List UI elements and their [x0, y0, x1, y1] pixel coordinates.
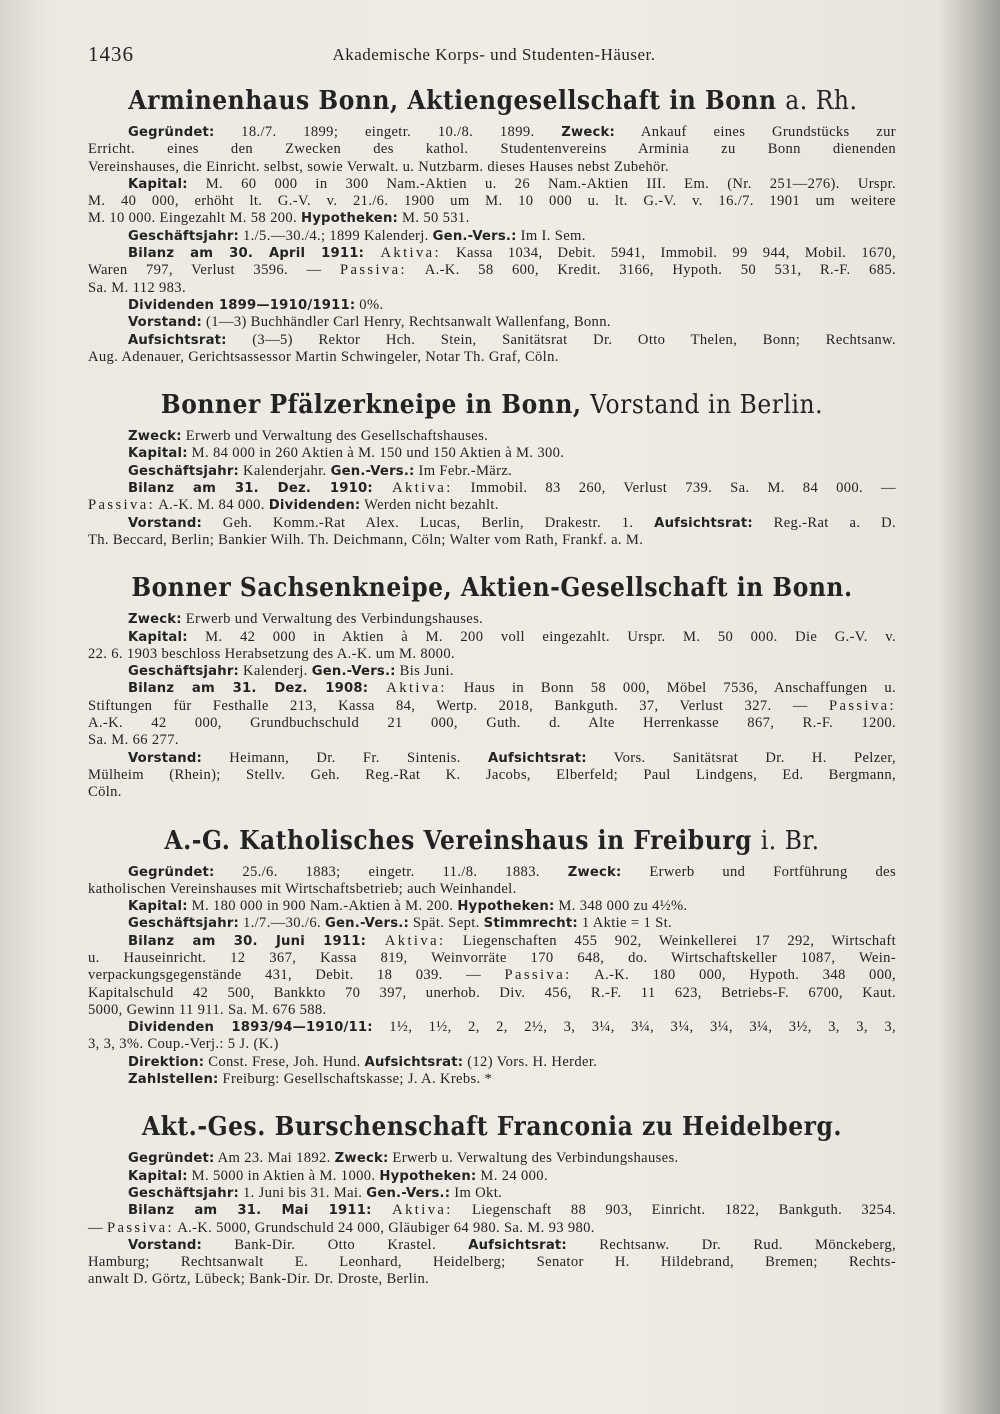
text-line	[88, 629, 896, 646]
balance-label: Aktiva:	[364, 245, 442, 262]
field-text: A.-K. 42 000, Grundbuchschuld 21 000, Guth. d. Alte Herrenkasse 867, R.-F. 1200.	[88, 715, 896, 732]
field-label: Zweck:	[334, 1151, 389, 1167]
field-text: Werden nicht bezahlt.	[360, 497, 499, 514]
field-text: Heimann, Dr. Fr. Sintenis.	[202, 749, 489, 766]
field-text: Erwerb und Verwaltung des Gesellschaftshauses.	[181, 428, 489, 445]
balance-label: Aktiva:	[368, 680, 447, 697]
text-line	[88, 1150, 896, 1167]
field-label: Geschäftsjahr:	[128, 1185, 239, 1201]
balance-label: Aktiva:	[371, 1202, 453, 1219]
field-text: A.-K. 5000, Grundschuld 24 000, Gläubiger 64 980. Sa. M. 93 980.	[174, 1219, 595, 1236]
text-line	[88, 985, 896, 1002]
field-text: —	[88, 1219, 107, 1236]
field-text: u. Hauseinricht. 12 367, Kassa 819, Weinvorräte 170 648, do. Wirtschaftskeller 1087, Wein-	[88, 949, 896, 966]
text-line	[88, 1168, 896, 1185]
entry-title	[128, 824, 855, 858]
field-text: Im Febr.-März.	[414, 462, 513, 479]
entry-title-main: Akt.-Ges. Burschenschaft Franconia zu Heidelberg.	[141, 1112, 843, 1143]
text-line	[88, 463, 896, 480]
field-text: Vereinshauses, die Einricht. selbst, sowie Verwalt. u. Nutzbarm. dieses Hauses nebst Zubehör.	[88, 158, 670, 175]
field-text: Kapitalschuld 42 500, Bankkto 70 397, unerhob. Div. 456, R.-F. 11 623, Betriebs-F. 6700, Kaut.	[88, 984, 896, 1001]
field-label: Vorstand:	[128, 1237, 203, 1253]
field-text: Bis Juni.	[395, 663, 454, 680]
text-line	[88, 898, 896, 915]
field-text: 25./6. 1883; eingetr. 11./8. 1883.	[214, 863, 568, 880]
field-text: Freiburg: Gesellschaftskasse; J. A. Krebs. *	[218, 1071, 493, 1088]
field-text: Kalenderjahr.	[239, 462, 331, 479]
field-text: 18./7. 1899; eingetr. 10./8. 1899.	[214, 124, 562, 140]
text-line	[88, 332, 896, 349]
text-line	[88, 1254, 896, 1271]
field-text: Immobil. 83 260, Verlust 739. Sa. M. 84 000. —	[452, 480, 896, 497]
field-text: Im I. Sem.	[516, 227, 586, 244]
field-label: Dividenden:	[268, 498, 361, 514]
field-text: Haus in Bonn 58 000, Möbel 7536, Anschaffungen u.	[446, 680, 896, 697]
text-line	[88, 611, 896, 628]
field-label: Aufsichtsrat:	[128, 332, 227, 348]
text-line	[88, 915, 896, 932]
text-line	[88, 480, 896, 497]
field-label: Zweck:	[567, 864, 622, 880]
balance-label: Aktiva:	[372, 480, 453, 497]
text-line	[88, 445, 896, 462]
text-line	[88, 1220, 896, 1237]
field-label: Gen.-Vers.:	[324, 916, 409, 932]
field-text: M. 42 000 in Aktien à M. 200 voll eingezahlt. Urspr. M. 50 000. Die G.-V. v.	[187, 628, 896, 645]
entry-title	[128, 571, 855, 605]
entry-title-main: Bonner Pfälzerkneipe in Bonn,	[160, 390, 582, 421]
entry-title	[128, 388, 855, 422]
text-line	[88, 176, 896, 193]
company-entry	[88, 824, 896, 1089]
field-label: Stimmrecht:	[483, 916, 578, 932]
balance-label: Passiva:	[106, 1219, 174, 1236]
field-label: Gegründet:	[128, 864, 215, 880]
field-label: Gen.-Vers.:	[366, 1185, 451, 1201]
field-label: Bilanz am 30. April 1911:	[128, 246, 365, 262]
text-line	[88, 532, 896, 549]
text-line	[88, 1185, 896, 1202]
field-label: Gegründet:	[128, 125, 215, 140]
field-text: Ankauf eines Grundstücks zur	[614, 124, 896, 140]
entry-title-main: Arminenhaus Bonn, Aktiengesellschaft in Bonn	[128, 86, 777, 116]
field-text: Kalenderj.	[239, 663, 312, 680]
field-text: Sa. M. 112 983.	[88, 279, 186, 296]
text-line	[88, 864, 896, 881]
page-gutter-shadow	[938, 0, 1000, 1414]
balance-label: Passiva:	[88, 497, 156, 514]
text-line	[88, 245, 896, 262]
field-text: Waren 797, Verlust 3596. —	[88, 262, 340, 279]
text-line	[88, 950, 896, 967]
field-text: 1 Aktie = 1 St.	[577, 915, 672, 932]
field-text: 1. Juni bis 31. Mai.	[239, 1184, 367, 1201]
text-line	[88, 262, 896, 279]
text-line	[88, 881, 896, 898]
text-line	[88, 967, 896, 984]
text-line	[88, 698, 896, 715]
field-text: 1½, 1½, 2, 2, 2½, 3, 3¼, 3¼, 3¼, 3¼, 3¼, 3½, 3, 3, 3,	[372, 1019, 896, 1036]
company-entry	[88, 571, 896, 801]
text-line	[88, 193, 896, 210]
field-label: Gen.-Vers.:	[330, 463, 415, 479]
field-text: Rechtsanw. Dr. Rud. Mönckeberg,	[566, 1236, 896, 1253]
field-label: Geschäftsjahr:	[128, 916, 239, 932]
running-title: Akademische Korps- und Studenten-Häuser.	[332, 45, 656, 64]
field-text: M. 24 000.	[476, 1167, 548, 1184]
field-text: (1—3) Buchhändler Carl Henry, Rechtsanwalt Wallenfang, Bonn.	[202, 314, 611, 331]
field-text: M. 50 531.	[398, 210, 470, 227]
field-text: Th. Beccard, Berlin; Bankier Wilh. Th. Deichmann, Cöln; Walter vom Rath, Frankf. a. M.	[88, 531, 644, 548]
field-text: M. 348 000 zu 4½%.	[554, 898, 688, 915]
field-label: Gegründet:	[128, 1151, 215, 1167]
field-text: Sa. M. 66 277.	[88, 732, 179, 749]
field-label: Kapital:	[128, 176, 188, 192]
text-line	[88, 297, 896, 314]
text-line	[88, 314, 896, 331]
text-line	[88, 280, 896, 297]
field-text: A.-K. 180 000, Hypoth. 348 000,	[571, 967, 896, 984]
field-text: M. 40 000, erhöht lt. G.-V. v. 21./6. 1900 um M. 10 000 u. lt. G.-V. v. 16./7. 1901 um weitere	[88, 193, 896, 210]
running-header	[88, 40, 900, 70]
field-label: Bilanz am 31. Dez. 1908:	[128, 681, 369, 697]
balance-label: Passiva:	[828, 697, 896, 714]
field-text: 0%.	[355, 296, 384, 313]
entry-title-main: A.-G. Katholisches Vereinshaus in Freiburg	[164, 825, 753, 856]
field-text: 1./5.—30./4.; 1899 Kalenderj.	[239, 227, 433, 244]
field-label: Hypotheken:	[457, 899, 555, 915]
page-content	[88, 84, 896, 1311]
field-text: A.-K. M. 84 000.	[155, 497, 269, 514]
field-text: 1./7.—30./6.	[239, 915, 325, 932]
field-label: Gen.-Vers.:	[432, 228, 517, 244]
text-line	[88, 663, 896, 680]
field-label: Kapital:	[128, 899, 188, 915]
entry-title	[128, 84, 858, 118]
field-text: Am 23. Mai 1892.	[214, 1150, 335, 1167]
field-label: Vorstand:	[128, 515, 203, 531]
text-line	[88, 732, 896, 749]
text-line	[88, 1237, 896, 1254]
entry-title-suffix: a. Rh.	[785, 86, 858, 116]
field-label: Bilanz am 31. Dez. 1910:	[128, 481, 373, 497]
field-text: Im Okt.	[450, 1184, 503, 1201]
field-text: Liegenschaften 455 902, Weinkellerei 17 292, Wirtschaft	[445, 932, 896, 949]
field-text: Hamburg; Rechtsanwalt E. Leonhard, Heidelberg; Senator H. Hildebrand, Bremen; Rechts-	[88, 1254, 896, 1271]
field-text: Geh. Komm.-Rat Alex. Lucas, Berlin, Drakestr. 1.	[202, 514, 655, 531]
text-line	[88, 228, 896, 245]
entry-title-main: Bonner Sachsenkneipe, Aktien-Gesellschaft in Bonn.	[131, 573, 853, 604]
field-label: Geschäftsjahr:	[128, 228, 239, 244]
field-label: Vorstand:	[128, 750, 203, 766]
field-label: Gen.-Vers.:	[311, 664, 396, 680]
field-text: Erwerb und Verwaltung des Verbindungshauses.	[181, 611, 484, 628]
field-text: M. 5000 in Aktien à M. 1000.	[187, 1167, 380, 1184]
field-text: Cöln.	[88, 784, 122, 801]
field-label: Kapital:	[128, 446, 188, 462]
text-line	[88, 933, 896, 950]
field-text: Spät. Sept.	[408, 915, 484, 932]
text-line	[88, 210, 896, 227]
company-entry	[88, 1110, 896, 1288]
field-text: Erricht. eines den Zwecken des kathol. Studentenvereins Arminia zu Bonn dienenden	[88, 141, 896, 158]
text-line	[88, 646, 896, 663]
text-line	[88, 428, 896, 445]
field-label: Aufsichtsrat:	[654, 515, 753, 531]
field-text: Erwerb und Fortführung des	[621, 863, 896, 880]
field-text: 3, 3, 3%. Coup.-Verj.: 5 J. (K.)	[88, 1036, 279, 1053]
field-text: 22. 6. 1903 beschloss Herabsetzung des A.-K. um M. 8000.	[88, 645, 455, 662]
field-label: Geschäftsjahr:	[128, 664, 239, 680]
text-line	[88, 1019, 896, 1036]
field-text: katholischen Vereinshauses mit Wirtschaftsbetrieb; auch Weinhandel.	[88, 880, 517, 897]
field-text: 5000, Gewinn 11 911. Sa. M. 676 588.	[88, 1001, 327, 1018]
field-label: Bilanz am 31. Mai 1911:	[128, 1203, 372, 1219]
field-text: anwalt D. Görtz, Lübeck; Bank-Dir. Dr. Droste, Berlin.	[88, 1271, 430, 1288]
text-line	[88, 1202, 896, 1219]
field-text: M. 60 000 in 300 Nam.-Aktien u. 26 Nam.-Aktien III. Em. (Nr. 251—276). Urspr.	[187, 175, 896, 192]
field-label: Geschäftsjahr:	[128, 463, 239, 479]
field-text: M. 84 000 in 260 Aktien à M. 150 und 150 Aktien à M. 300.	[187, 445, 565, 462]
field-label: Dividenden 1899—1910/1911:	[128, 297, 356, 313]
field-label: Zweck:	[128, 612, 182, 628]
field-label: Aufsichtsrat:	[364, 1054, 464, 1070]
field-text: verpackungsgegenstände 431, Debit. 18 039. —	[88, 967, 505, 984]
text-line	[88, 1002, 896, 1019]
company-entry	[88, 388, 896, 549]
field-label: Zahlstellen:	[128, 1072, 219, 1088]
field-text: M. 10 000. Eingezahlt M. 58 200.	[88, 210, 302, 227]
field-label: Hypotheken:	[379, 1168, 477, 1184]
company-entry	[88, 84, 896, 366]
field-text: Kassa 1034, Debit. 5941, Immobil. 99 944, Mobil. 1670,	[441, 245, 896, 262]
field-text: Const. Frese, Joh. Hund.	[204, 1053, 365, 1070]
text-line	[88, 715, 896, 732]
text-line	[88, 784, 896, 801]
text-line	[88, 349, 896, 366]
field-label: Direktion:	[128, 1054, 205, 1070]
entry-title	[128, 1110, 855, 1144]
field-text: (3—5) Rektor Hch. Stein, Sanitätsrat Dr. Otto Thelen, Bonn; Rechtsanw.	[226, 331, 896, 348]
field-label: Aufsichtsrat:	[468, 1237, 567, 1253]
field-text: A.-K. 58 600, Kredit. 3166, Hypoth. 50 531, R.-F. 685.	[407, 262, 896, 279]
field-label: Kapital:	[128, 629, 188, 645]
text-line	[88, 159, 896, 176]
entry-title-suffix: i. Br.	[760, 825, 820, 856]
text-line	[88, 1054, 896, 1071]
field-label: Dividenden 1893/94—1910/11:	[128, 1020, 373, 1036]
text-line	[88, 141, 896, 158]
field-text: (12) Vors. H. Herder.	[463, 1053, 598, 1070]
field-label: Zweck:	[128, 429, 182, 445]
text-line	[88, 497, 896, 514]
field-text: Bank-Dir. Otto Krastel.	[202, 1236, 469, 1253]
field-label: Hypotheken:	[301, 211, 399, 227]
entry-title-suffix: Vorstand in Berlin.	[590, 390, 824, 421]
balance-label: Passiva:	[339, 262, 407, 279]
text-line	[88, 124, 896, 141]
field-text: Aug. Adenauer, Gerichtsassessor Martin Schwingeler, Notar Th. Graf, Cöln.	[88, 348, 559, 365]
text-line	[88, 767, 896, 784]
field-text: M. 180 000 in 900 Nam.-Aktien à M. 200.	[187, 898, 458, 915]
text-line	[88, 1071, 896, 1088]
text-line	[88, 1271, 896, 1288]
field-text: Liegenschaft 88 903, Einricht. 1822, Bankguth. 3254.	[452, 1202, 896, 1219]
field-text: Mülheim (Rhein); Stellv. Geh. Reg.-Rat K. Jacobs, Elberfeld; Paul Lindgens, Ed. Bergmann,	[88, 766, 896, 783]
text-line	[88, 515, 896, 532]
field-label: Vorstand:	[128, 315, 203, 331]
text-line	[88, 680, 896, 697]
balance-label: Aktiva:	[366, 932, 446, 949]
field-text: Stiftungen für Festhalle 213, Kassa 84, Wertp. 2018, Bankguth. 37, Verlust 327. —	[88, 697, 829, 714]
field-label: Kapital:	[128, 1168, 188, 1184]
field-text: Vors. Sanitätsrat Dr. H. Pelzer,	[586, 749, 896, 766]
field-text: Reg.-Rat a. D.	[752, 514, 896, 531]
field-text: Erwerb u. Verwaltung des Verbindungshauses.	[388, 1150, 679, 1167]
field-label: Bilanz am 30. Juni 1911:	[128, 933, 367, 949]
text-line	[88, 1036, 896, 1053]
page-number: 1436	[88, 42, 134, 66]
text-line	[88, 750, 896, 767]
field-label: Zweck:	[561, 125, 615, 140]
field-label: Aufsichtsrat:	[488, 750, 587, 766]
balance-label: Passiva:	[504, 967, 572, 984]
